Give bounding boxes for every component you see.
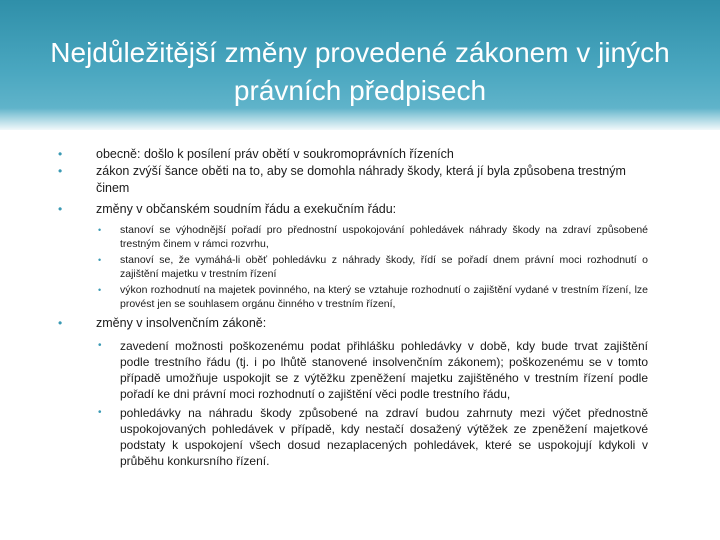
sub-list-item xyxy=(96,224,648,251)
bullet-icon: • xyxy=(58,316,63,330)
sub-bullet-icon: • xyxy=(98,255,102,265)
sub-list-item xyxy=(96,405,648,469)
sub-bullet-icon: • xyxy=(98,340,102,351)
sub-list-item-text: pohledávky na náhradu škody způsobené na zdraví budou zahrnuty mezi výčet přednostně uspokojovaných pohledávek v případě, kdy nestačí dosažený výtěžek ze zpeněžení majetkové podstaty k uspokojení všech dosud nezaplacených pohledávek, které se uspokojují kdykoli v průběhu konkursního řízení. xyxy=(120,406,648,468)
list-item xyxy=(58,315,648,469)
sub-list-item xyxy=(96,284,648,311)
sub-list-item xyxy=(96,254,648,281)
sub-list-item-text: výkon rozhodnutí na majetek povinného, na který se vztahuje rozhodnutí o zajištění vydané v trestním řízení, lze provést jen se souhlasem orgánu činného v trestním řízení, xyxy=(120,284,648,310)
sub-list xyxy=(96,224,648,311)
slide-title: Nejdůležitější změny provedené zákonem v jiných právních předpisech xyxy=(50,37,670,106)
bullet-icon: • xyxy=(58,202,63,216)
list-item xyxy=(58,201,648,311)
list-item-text: zákon zvýší šance oběti na to, aby se domohla náhrady škody, která jí byla způsobena trestným činem xyxy=(96,164,626,195)
list-item-text: změny v občanském soudním řádu a exekučním řádu: xyxy=(96,202,397,216)
sub-list-item-text: stanoví se výhodnější pořadí pro přednostní uspokojování pohledávek náhrady škody na zdraví způsobené trestným činem v rámci rozvrhu, xyxy=(120,224,648,250)
sub-list xyxy=(96,338,648,469)
sub-list-item-text: zavedení možnosti poškozenému podat přihlášku pohledávky v době, kdy bude trvat zajištění podle trestního řádu (tj. i po lhůtě stanovené insolvenčním zákonem); poškozenému se v tomto případě umožňuje uspokojit se z výtěžku zpeněžení majetku zajištěného v trestním řízení podle pořadí ke dni právní moci rozhodnutí o zajištění věci podle trestního řádu, xyxy=(120,339,648,401)
bullet-icon: • xyxy=(58,164,63,178)
list-item xyxy=(58,163,648,197)
sub-list-item xyxy=(96,338,648,402)
sub-bullet-icon: • xyxy=(98,285,102,295)
sub-bullet-icon: • xyxy=(98,225,102,235)
content-area xyxy=(58,146,648,473)
list-item-text: změny v insolvenčním zákoně: xyxy=(96,316,267,330)
sub-list-item-text: stanoví se, že vymáhá-li oběť pohledávku z náhrady škody, řídí se pořadí dnem právní moci rozhodnutí o zajištění majetku v trestním řízení xyxy=(120,254,648,280)
list-item-text: obecně: došlo k posílení práv obětí v soukromoprávních řízeních xyxy=(96,147,454,161)
list-item xyxy=(58,146,648,163)
bullet-list xyxy=(58,146,648,469)
bullet-icon: • xyxy=(58,147,63,161)
sub-bullet-icon: • xyxy=(98,407,102,418)
